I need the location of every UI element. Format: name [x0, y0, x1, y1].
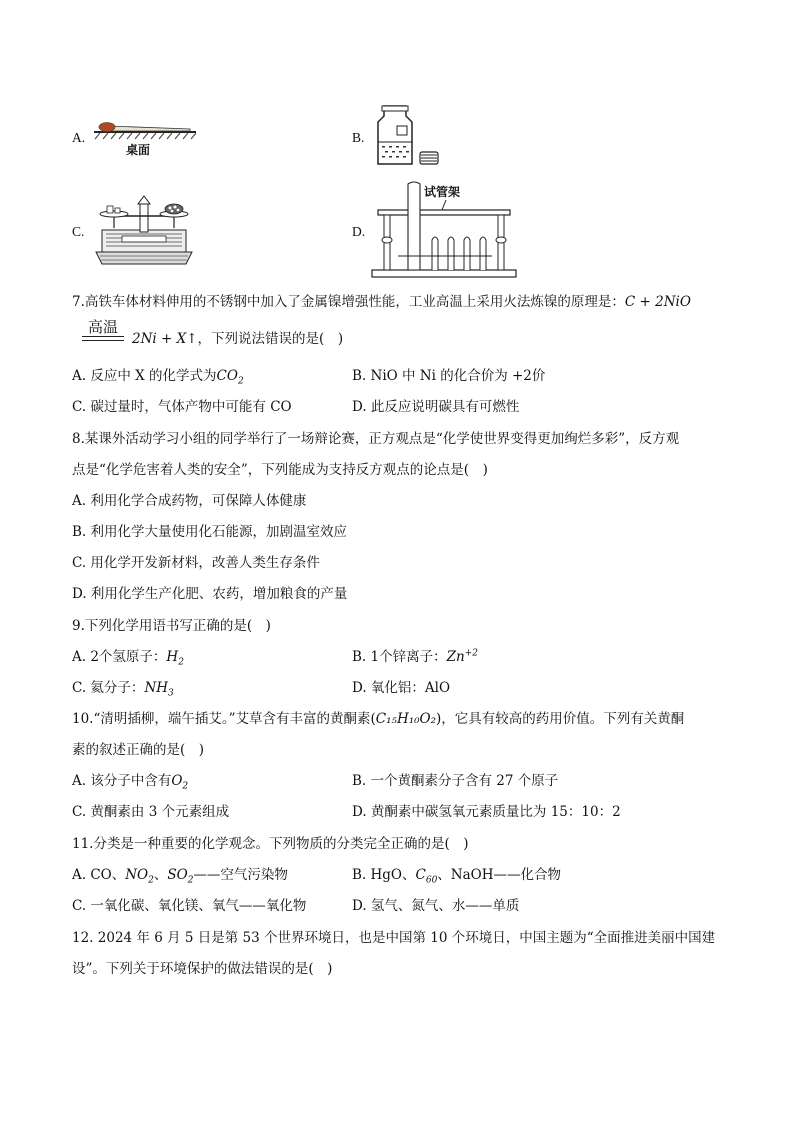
- q11-option-b[interactable]: B. HgO、$C_{60}$、NaOH——化合物: [352, 867, 561, 886]
- q7-stem-line1: 7.高铁车体材料伸用的不锈钢中加入了金属镍增强性能，工业高温上采用火法炼镍的原理是：C + 2NiO: [72, 294, 691, 310]
- q8-option-c[interactable]: C. 用化学开发新材料，改善人类生存条件: [72, 555, 320, 571]
- q10-option-b[interactable]: B. 一个黄酮素分子含有 27 个原子: [352, 773, 559, 789]
- q11-option-c[interactable]: C. 一氧化碳、氧化镁、氧气——氧化物: [72, 898, 307, 914]
- q8-stem-line1: 8.某课外活动学习小组的同学举行了一场辩论赛，正方观点是“化学使世界变得更加绚烂多彩”，反方观: [72, 431, 680, 447]
- table-caption: 桌面: [126, 143, 151, 157]
- q8-option-d[interactable]: D. 利用化学生产化肥、农药，增加粮食的产量: [72, 586, 348, 602]
- q8-option-b[interactable]: B. 利用化学大量使用化石能源，加剧温室效应: [72, 524, 348, 540]
- q10-option-a[interactable]: A. 该分子中含有$O_2$: [72, 773, 189, 792]
- option-a-letter: A.: [72, 130, 86, 145]
- condition-high-temp: 高温: [82, 318, 124, 337]
- q10-stem-line1: 10.“清明插柳，端午插艾。”艾草含有丰富的黄酮素(C₁₅H₁₀O₂)，它具有较高的药用价值。下列有关黄酮: [72, 711, 685, 727]
- balance-scale-figure: [92, 190, 196, 268]
- q7-option-a[interactable]: A. 反应中 X 的化学式为$CO_2$: [72, 368, 244, 387]
- q11-option-a[interactable]: A. CO、$NO_2$、$SO_2——$空气污染物: [72, 867, 288, 886]
- gas-bottle-figure: [368, 104, 442, 168]
- match-on-table-figure: [92, 112, 202, 160]
- q7-stem-line2: 2Ni + X↑，下列说法错误的是( ): [132, 331, 344, 347]
- q11-option-d[interactable]: D. 氢气、氮气、水——单质: [352, 898, 520, 914]
- q9-stem: 9.下列化学用语书写正确的是( ): [72, 618, 271, 634]
- option-c-letter: C.: [72, 224, 85, 239]
- q10-option-c[interactable]: C. 黄酮素由 3 个元素组成: [72, 804, 230, 820]
- q7-option-c[interactable]: C. 碳过量时，气体产物中可能有 CO: [72, 399, 292, 415]
- q8-stem-line2: 点是“化学危害着人类的安全”，下列能成为支持反方观点的论点是( ): [72, 462, 488, 478]
- q9-option-b[interactable]: B. 1个锌离子：$Zn^{+2}$: [352, 648, 478, 665]
- q7-option-d[interactable]: D. 此反应说明碳具有可燃性: [352, 399, 520, 415]
- q9-option-d[interactable]: D. 氧化铝：AlO: [352, 680, 451, 696]
- option-d-letter: D.: [352, 224, 366, 239]
- q12-stem-line2: 设”。下列关于环境保护的做法错误的是( ): [72, 961, 333, 977]
- q7-reaction-condition: [82, 318, 124, 337]
- q9-option-c[interactable]: C. 氦分子：$NH_3$: [72, 680, 174, 699]
- q10-option-d[interactable]: D. 黄酮素中碳氢氧元素质量比为 15：10：2: [352, 804, 621, 820]
- test-tube-rack-figure: [368, 180, 520, 280]
- q12-stem-line1: 12. 2024 年 6 月 5 日是第 53 个世界环境日，也是中国第 10 个环境日，中国主题为“全面推进美丽中国建: [72, 930, 716, 946]
- q10-stem-line2: 素的叙述正确的是( ): [72, 742, 205, 758]
- q7-option-b[interactable]: B. NiO 中 Ni 的化合价为 +2价: [352, 368, 546, 384]
- q9-option-a[interactable]: A. 2个氢原子：$H_2$: [72, 649, 184, 668]
- rack-caption: 试管架: [424, 185, 461, 199]
- option-b-letter: B.: [352, 130, 365, 145]
- q8-option-a[interactable]: A. 利用化学合成药物，可保障人体健康: [72, 493, 307, 509]
- q11-stem: 11.分类是一种重要的化学观念。下列物质的分类完全正确的是( ): [72, 836, 469, 852]
